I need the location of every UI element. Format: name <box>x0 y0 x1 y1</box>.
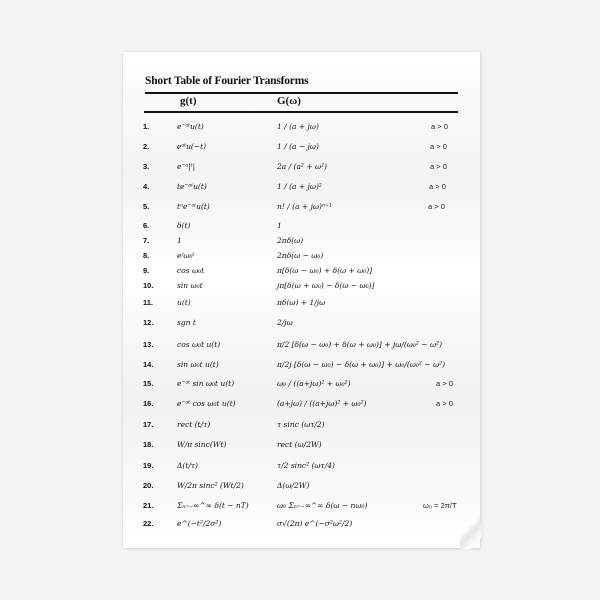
frequency-domain-transform: 1 / (a + jω)² <box>277 182 322 191</box>
column-header-g: g(t) <box>180 95 197 107</box>
header-top-rule <box>145 92 458 94</box>
condition: a > 0 <box>436 379 453 388</box>
time-domain-function: cos ω₀t <box>177 266 205 275</box>
row-number: 5. <box>143 202 150 211</box>
table-row <box>123 140 480 158</box>
table-row <box>123 200 480 218</box>
condition: ω₀ = 2π/T <box>423 501 457 510</box>
fourier-table-poster <box>123 52 480 548</box>
table-row <box>123 316 480 334</box>
condition: a > 0 <box>430 142 447 151</box>
frequency-domain-transform: jπ[δ(ω + ω₀) − δ(ω − ω₀)] <box>277 281 375 290</box>
table-row <box>123 358 480 376</box>
row-number: 14. <box>143 360 154 369</box>
row-number: 7. <box>143 236 150 245</box>
row-number: 12. <box>143 318 154 327</box>
time-domain-function: sin ω₀t <box>177 281 203 290</box>
frequency-domain-transform: π[δ(ω − ω₀) + δ(ω + ω₀)] <box>277 266 373 275</box>
frequency-domain-transform: 1 / (a − jω) <box>277 142 319 151</box>
time-domain-function: eʲω₀ᵗ <box>177 251 195 260</box>
time-domain-function: e⁻ᵃᵗ cos ω₀t u(t) <box>177 399 236 408</box>
time-domain-function: sgn t <box>177 318 196 327</box>
frequency-domain-transform: τ sinc (ωτ/2) <box>277 420 325 429</box>
table-row <box>123 120 480 138</box>
row-number: 22. <box>143 519 154 528</box>
row-number: 1. <box>143 122 150 131</box>
time-domain-function: tⁿe⁻ᵃᵗu(t) <box>177 202 210 211</box>
table-row <box>123 338 480 356</box>
table-row <box>123 397 480 415</box>
row-number: 8. <box>143 251 150 260</box>
frequency-domain-transform: π/2 [δ(ω − ω₀) + δ(ω + ω₀)] + jω/(ω₀² − ω²) <box>277 340 443 349</box>
time-domain-function: cos ω₀t u(t) <box>177 340 221 349</box>
condition: a > 0 <box>431 122 448 131</box>
frequency-domain-transform: π/2j [δ(ω − ω₀) − δ(ω + ω₀)] + ω₀/(ω₀² − ω²) <box>277 360 446 369</box>
time-domain-function: e⁻ᵃᵗ sin ω₀t u(t) <box>177 379 235 388</box>
time-domain-function: e⁻ᵃ|ᵗ| <box>177 162 196 171</box>
row-number: 21. <box>143 501 154 510</box>
row-number: 15. <box>143 379 154 388</box>
frequency-domain-transform: n! / (a + jω)ⁿ⁺¹ <box>277 202 332 211</box>
page-title: Short Table of Fourier Transforms <box>145 75 309 87</box>
condition: a > 0 <box>429 182 446 191</box>
row-number: 18. <box>143 440 154 449</box>
frequency-domain-transform: σ√(2π) e^(−σ²ω²/2) <box>277 519 353 528</box>
frequency-domain-transform: 1 <box>277 221 282 230</box>
row-number: 3. <box>143 162 150 171</box>
row-number: 2. <box>143 142 150 151</box>
frequency-domain-transform: ω₀ Σₙ₌₋∞^∞ δ(ω − nω₀) <box>277 501 368 510</box>
table-row <box>123 296 480 314</box>
frequency-domain-transform: (a+jω) / ((a+jω)² + ω₀²) <box>277 399 367 408</box>
frequency-domain-transform: Δ(ω/2W) <box>277 481 310 490</box>
frequency-domain-transform: ω₀ / ((a+jω)² + ω₀²) <box>277 379 351 388</box>
row-number: 13. <box>143 340 154 349</box>
row-number: 6. <box>143 221 150 230</box>
time-domain-function: te⁻ᵃᵗu(t) <box>177 182 207 191</box>
table-row <box>123 377 480 395</box>
time-domain-function: eᵃᵗu(−t) <box>177 142 207 151</box>
frequency-domain-transform: rect (ω/2W) <box>277 440 322 449</box>
frequency-domain-transform: πδ(ω) + 1/jω <box>277 298 326 307</box>
time-domain-function: Δ(t/τ) <box>177 461 198 470</box>
table-row <box>123 180 480 198</box>
row-number: 16. <box>143 399 154 408</box>
time-domain-function: e^(−t²/2σ²) <box>177 519 222 528</box>
row-number: 4. <box>143 182 150 191</box>
row-number: 20. <box>143 481 154 490</box>
table-row <box>123 459 480 477</box>
header-bottom-rule <box>144 111 458 113</box>
table-row <box>123 517 480 535</box>
time-domain-function: W/π sinc(Wt) <box>177 440 227 449</box>
table-row <box>123 479 480 497</box>
frequency-domain-transform: 2/jω <box>277 318 293 327</box>
time-domain-function: W/2π sinc² (Wt/2) <box>177 481 244 490</box>
table-row <box>123 160 480 178</box>
frequency-domain-transform: 2πδ(ω − ω₀) <box>277 251 324 260</box>
table-row <box>123 418 480 436</box>
row-number: 19. <box>143 461 154 470</box>
frequency-domain-transform: 2πδ(ω) <box>277 236 304 245</box>
frequency-domain-transform: τ/2 sinc² (ωτ/4) <box>277 461 335 470</box>
table-row <box>123 438 480 456</box>
condition: a > 0 <box>428 202 445 211</box>
frequency-domain-transform: 2a / (a² + ω²) <box>277 162 328 171</box>
frequency-domain-transform: 1 / (a + jω) <box>277 122 319 131</box>
time-domain-function: δ(t) <box>177 221 191 230</box>
time-domain-function: rect (t/τ) <box>177 420 211 429</box>
condition: a > 0 <box>436 399 453 408</box>
time-domain-function: sin ω₀t u(t) <box>177 360 219 369</box>
row-number: 9. <box>143 266 150 275</box>
column-header-G: G(ω) <box>277 95 301 107</box>
table-row <box>123 499 480 517</box>
page-curl <box>460 510 482 550</box>
time-domain-function: 1 <box>177 236 182 245</box>
row-number: 17. <box>143 420 154 429</box>
time-domain-function: Σₙ₌₋∞^∞ δ(t − nT) <box>177 501 249 510</box>
row-number: 11. <box>143 298 154 307</box>
condition: a > 0 <box>430 162 447 171</box>
time-domain-function: e⁻ᵃᵗu(t) <box>177 122 204 131</box>
row-number: 10. <box>143 281 154 290</box>
table-row <box>123 279 480 297</box>
time-domain-function: u(t) <box>177 298 191 307</box>
